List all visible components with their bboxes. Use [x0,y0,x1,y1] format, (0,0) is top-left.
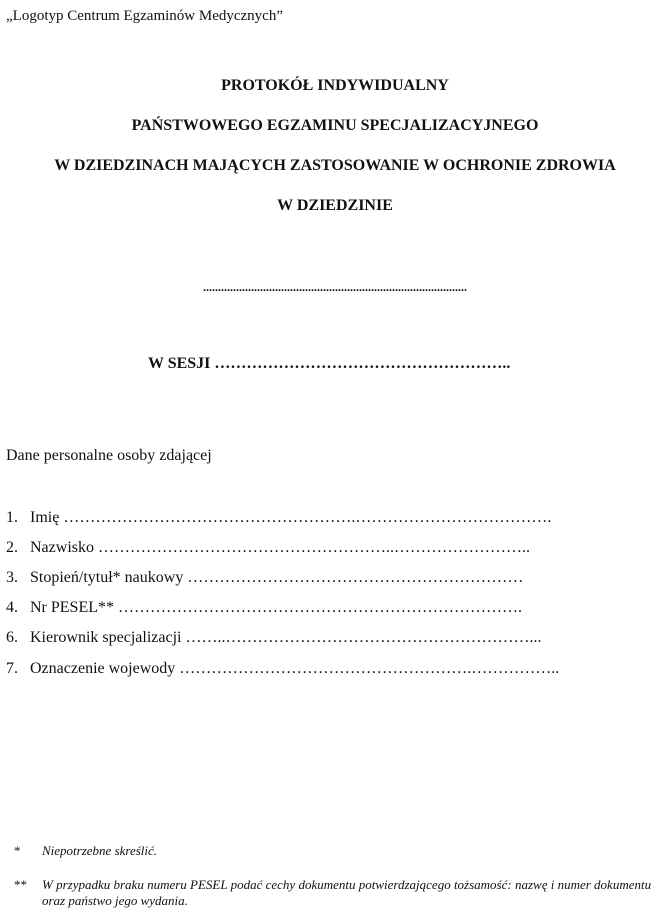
field-specialization-supervisor [6,629,656,647]
footnote-double-asterisk [14,877,664,913]
footnote-text: W przypadku braku numeru PESEL podać cechy dokumentu potwierdzającego tożsamość: nazwę i numer dokumentu oraz państwo jego wydania. [42,877,652,908]
field-number: 3. [6,569,18,586]
personal-data-heading: Dane personalne osoby zdającej [6,447,212,464]
field-text: Nazwisko ………………………………………………..…………………….. [30,539,530,556]
title-line-1: PROTOKÓŁ INDYWIDUALNY [221,77,449,94]
field-pesel [6,599,656,617]
session-line: W SESJI ……………………………………………….. [148,355,511,372]
field-number: 4. [6,599,18,616]
footnote-mark: ** [14,877,27,892]
field-text: Kierownik specjalizacji ……..…………………………………………………... [30,629,542,646]
title-line-4: W DZIEDZINIE [277,197,393,214]
footnote-text: Niepotrzebne skreślić. [42,843,158,858]
field-text: Stopień/tytuł* naukowy ……………………………………………………… [30,569,524,586]
field-number: 1. [6,509,18,526]
field-text: Imię ……………………………………………….………………………………. [30,509,552,526]
title-line-2: PAŃSTWOWEGO EGZAMINU SPECJALIZACYJNEGO [131,117,539,134]
domain-blank-line: ........................................................................................ [203,280,467,294]
field-number: 7. [6,660,18,677]
title-line-3: W DZIEDZINACH MAJĄCYCH ZASTOSOWANIE W OCHRONIE ZDROWIA [54,157,616,174]
field-text: Oznaczenie wojewody ……………………………………………….…………….. [30,660,560,677]
field-number: 6. [6,629,18,646]
field-first-name [6,509,656,527]
field-voivode-designation [6,660,656,678]
footnote-single-asterisk [14,843,654,863]
field-academic-title [6,569,656,587]
logo-caption: „Logotyp Centrum Egzaminów Medycznych” [6,8,284,24]
field-last-name [6,539,656,557]
footnote-mark: * [14,843,21,858]
field-text: Nr PESEL** …………………………………………………………………. [30,599,522,616]
field-number: 2. [6,539,18,556]
